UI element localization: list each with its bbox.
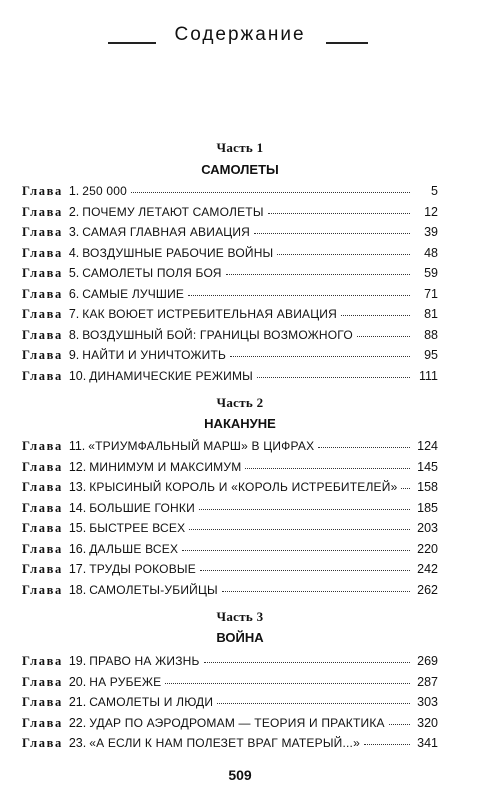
dot-leader <box>277 244 410 255</box>
dot-leader <box>189 519 410 530</box>
chapter-label: Глава <box>22 736 63 750</box>
toc-entry <box>22 369 438 390</box>
toc-entry <box>22 307 438 328</box>
chapter-page: 158 <box>417 480 438 494</box>
title-rule-right <box>326 42 368 44</box>
chapter-label: Глава <box>22 480 63 494</box>
chapter-title: КАК ВОЮЕТ ИСТРЕБИТЕЛЬНАЯ АВИАЦИЯ <box>82 307 337 321</box>
chapter-title: БЫСТРЕЕ ВСЕХ <box>89 521 186 535</box>
chapter-title: САМАЯ ГЛАВНАЯ АВИАЦИЯ <box>82 225 251 239</box>
dot-leader <box>199 499 410 510</box>
part-3-chapter-list <box>22 654 438 757</box>
chapter-label: Глава <box>22 204 63 219</box>
chapter-label: Глава <box>22 225 63 239</box>
chapter-label: Глава <box>22 245 63 260</box>
toc-entry <box>22 184 438 205</box>
toc-entry <box>22 583 438 604</box>
chapter-number: 19. <box>68 654 87 668</box>
chapter-number: 6. <box>68 286 80 301</box>
toc-entry <box>22 439 438 460</box>
chapter-page: 203 <box>417 521 438 535</box>
chapter-title: ДИНАМИЧЕСКИЕ РЕЖИМЫ <box>89 368 253 383</box>
chapter-page: 262 <box>417 582 438 597</box>
chapter-title: КРЫСИНЫЙ КОРОЛЬ И «КОРОЛЬ ИСТРЕБИТЕЛЕЙ» <box>89 480 398 494</box>
chapter-label: Глава <box>22 582 63 597</box>
chapter-number: 22. <box>68 715 87 730</box>
chapter-page: 12 <box>424 204 438 219</box>
chapter-number: 4. <box>68 245 80 260</box>
part-1-chapter-list <box>22 184 438 389</box>
chapter-label: Глава <box>22 654 63 668</box>
chapter-label: Глава <box>22 541 63 556</box>
chapter-page: 185 <box>417 500 438 515</box>
toc-entry <box>22 501 438 522</box>
chapter-number: 16. <box>68 541 87 556</box>
dot-leader <box>200 560 410 571</box>
toc-entry <box>22 225 438 246</box>
toc-entry <box>22 205 438 226</box>
dot-leader <box>131 182 410 193</box>
toc-entry <box>22 736 438 757</box>
chapter-number: 9. <box>68 348 80 362</box>
chapter-title: ВОЗДУШНЫЕ РАБОЧИЕ ВОЙНЫ <box>82 245 274 260</box>
chapter-title: «А ЕСЛИ К НАМ ПОЛЕЗЕТ ВРАГ МАТЕРЫЙ...» <box>89 736 360 750</box>
chapter-page: 220 <box>417 541 438 556</box>
toc-entry <box>22 328 438 349</box>
chapter-page: 5 <box>431 184 438 198</box>
dot-leader <box>341 305 410 316</box>
chapter-page: 269 <box>417 654 438 668</box>
chapter-number: 21. <box>68 695 87 709</box>
chapter-label: Глава <box>22 348 63 362</box>
chapter-label: Глава <box>22 715 63 730</box>
chapter-page: 48 <box>424 245 438 260</box>
dot-leader <box>165 673 410 684</box>
page-title: Содержание <box>174 24 306 45</box>
chapter-number: 8. <box>68 327 80 342</box>
chapter-title: НАЙТИ И УНИЧТОЖИТЬ <box>82 348 227 362</box>
chapter-number: 13. <box>68 480 87 494</box>
chapter-label: Глава <box>22 184 63 198</box>
chapter-page: 59 <box>424 266 438 280</box>
toc-entry <box>22 348 438 369</box>
chapter-number: 10. <box>68 368 87 383</box>
toc-entry <box>22 542 438 563</box>
chapter-number: 15. <box>68 521 87 535</box>
dot-leader <box>230 346 410 357</box>
toc-entry <box>22 266 438 287</box>
chapter-title: ВОЗДУШНЫЙ БОЙ: ГРАНИЦЫ ВОЗМОЖНОГО <box>82 327 353 342</box>
chapter-title: БОЛЬШИЕ ГОНКИ <box>89 500 195 515</box>
chapter-title: ПРАВО НА ЖИЗНЬ <box>89 654 200 668</box>
chapter-page: 95 <box>424 348 438 362</box>
dot-leader <box>389 714 410 725</box>
chapter-title: УДАР ПО АЭРОДРОМАМ — ТЕОРИЯ И ПРАКТИКА <box>89 715 385 730</box>
toc-entry <box>22 287 438 308</box>
chapter-label: Глава <box>22 327 63 342</box>
chapter-label: Глава <box>22 266 63 280</box>
dot-leader <box>268 203 410 214</box>
chapter-label: Глава <box>22 368 63 383</box>
chapter-label: Глава <box>22 307 63 321</box>
chapter-label: Глава <box>22 500 63 515</box>
chapter-number: 18. <box>68 582 87 597</box>
chapter-number: 11. <box>68 439 86 453</box>
dot-leader <box>222 581 410 592</box>
chapter-page: 341 <box>417 736 438 750</box>
toc-entry <box>22 562 438 583</box>
chapter-page: 88 <box>424 327 438 342</box>
part-1-heading: Часть 1 <box>216 140 264 155</box>
chapter-number: 1. <box>68 184 80 198</box>
dot-leader <box>401 478 410 489</box>
toc-entry <box>22 246 438 267</box>
toc-entry <box>22 521 438 542</box>
chapter-label: Глава <box>22 286 63 301</box>
chapter-title: МИНИМУМ И МАКСИМУМ <box>89 459 242 474</box>
part-3-heading: Часть 3 <box>216 609 264 624</box>
chapter-label: Глава <box>22 562 63 576</box>
chapter-title: САМОЛЕТЫ И ЛЮДИ <box>89 695 214 709</box>
page-number: 509 <box>228 767 252 783</box>
dot-leader <box>364 734 410 745</box>
dot-leader <box>188 285 410 296</box>
chapter-number: 2. <box>68 204 80 219</box>
chapter-title: ТРУДЫ РОКОВЫЕ <box>89 562 196 576</box>
dot-leader <box>226 264 410 275</box>
chapter-page: 71 <box>424 286 438 301</box>
toc-entry <box>22 480 438 501</box>
dot-leader <box>204 652 410 663</box>
chapter-number: 17. <box>68 562 87 576</box>
chapter-title: САМОЛЕТЫ-УБИЙЦЫ <box>89 582 218 597</box>
toc-entry <box>22 716 438 737</box>
toc-entry <box>22 695 438 716</box>
chapter-number: 5. <box>68 266 80 280</box>
part-2-chapter-list <box>22 439 438 603</box>
chapter-label: Глава <box>22 521 63 535</box>
dot-leader <box>217 693 410 704</box>
chapter-number: 7. <box>68 307 80 321</box>
part-3-name: ВОЙНА <box>216 630 264 645</box>
chapter-number: 3. <box>68 225 80 239</box>
chapter-title: ДАЛЬШЕ ВСЕХ <box>89 541 179 556</box>
chapter-title: 250 000 <box>82 184 128 198</box>
part-1-name: САМОЛЕТЫ <box>201 162 279 177</box>
chapter-page: 303 <box>417 695 438 709</box>
chapter-page: 242 <box>417 562 438 576</box>
dot-leader <box>254 223 410 234</box>
chapter-label: Глава <box>22 459 63 474</box>
chapter-title: НА РУБЕЖЕ <box>89 674 162 689</box>
chapter-page: 39 <box>424 225 438 239</box>
part-2-name: НАКАНУНЕ <box>204 416 276 431</box>
chapter-number: 20. <box>68 674 87 689</box>
toc-entry <box>22 675 438 696</box>
chapter-page: 320 <box>417 715 438 730</box>
dot-leader <box>182 540 410 551</box>
chapter-label: Глава <box>22 439 63 453</box>
toc-entry <box>22 460 438 481</box>
chapter-title: САМЫЕ ЛУЧШИЕ <box>82 286 185 301</box>
chapter-label: Глава <box>22 674 63 689</box>
chapter-page: 124 <box>417 439 438 453</box>
chapter-number: 23. <box>68 736 87 750</box>
part-2-heading: Часть 2 <box>216 395 264 410</box>
title-block <box>0 18 480 48</box>
chapter-title: «ТРИУМФАЛЬНЫЙ МАРШ» В ЦИФРАХ <box>88 439 315 453</box>
toc-entry <box>22 654 438 675</box>
chapter-page: 111 <box>418 368 438 383</box>
dot-leader <box>257 367 410 378</box>
chapter-page: 145 <box>417 459 438 474</box>
chapter-number: 14. <box>68 500 87 515</box>
dot-leader <box>245 458 410 469</box>
chapter-label: Глава <box>22 695 63 709</box>
dot-leader <box>357 326 410 337</box>
chapter-page: 81 <box>424 307 438 321</box>
chapter-title: ПОЧЕМУ ЛЕТАЮТ САМОЛЕТЫ <box>82 204 264 219</box>
chapter-number: 12. <box>68 459 87 474</box>
chapter-page: 287 <box>417 674 438 689</box>
dot-leader <box>318 437 410 448</box>
chapter-title: САМОЛЕТЫ ПОЛЯ БОЯ <box>82 266 222 280</box>
